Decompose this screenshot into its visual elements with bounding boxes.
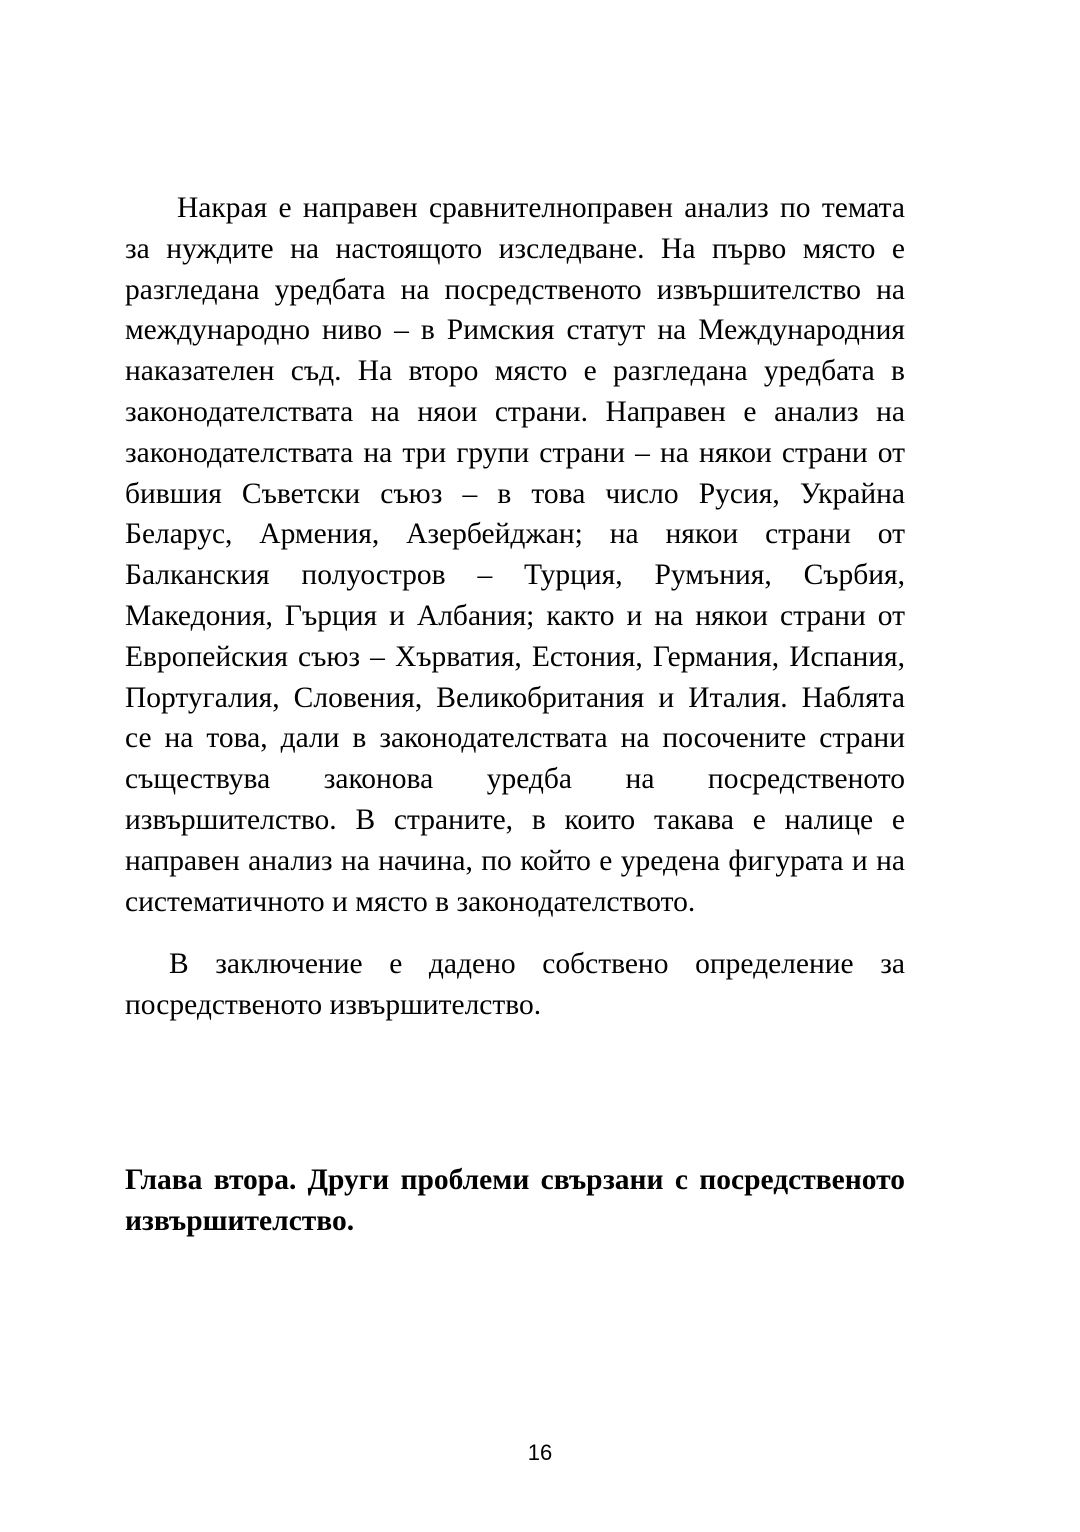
chapter-heading: Глава втора. Други проблеми свързани с посредственото извършителство. [125,1164,905,1237]
paragraph-comparative-analysis: Накрая е направен сравнителноправен анализ по темата за нуждите на настоящото изследване. На първо място е разгледана уредбата на посредственото извършителство на международно ниво – в Римския статут на Международния наказателен съд. На второ място е разгледана уредбата в законодателствата на няои страни. Направен е анализ на законодателствата на три групи страни – на някои страни от бившия Съветски съюз – в това число Русия, Украйна Беларус, Армения, Азербейджан; на някои страни от Балканския полуостров – Турция, Румъния, Сърбия, Македония, Гърция и Албания; както и на някои страни от Европейския съюз – Хърватия, Естония, Германия, Испания, Португалия, Словения, Великобритания и Италия. Наблята се на това, дали в законодателствата на посочените страни съществува законова уредба на посредственото извършителство. В страните, в които такава е налице е направен анализ на начина, по който е уредена фигурата и на систематичното и място в законодателството. [125,192,905,918]
paragraph-conclusion: В заключение е дадено собствено определение за посредственото извършителство. [125,948,905,1022]
body-text [125,188,905,1026]
page-number: 16 [527,1440,553,1465]
